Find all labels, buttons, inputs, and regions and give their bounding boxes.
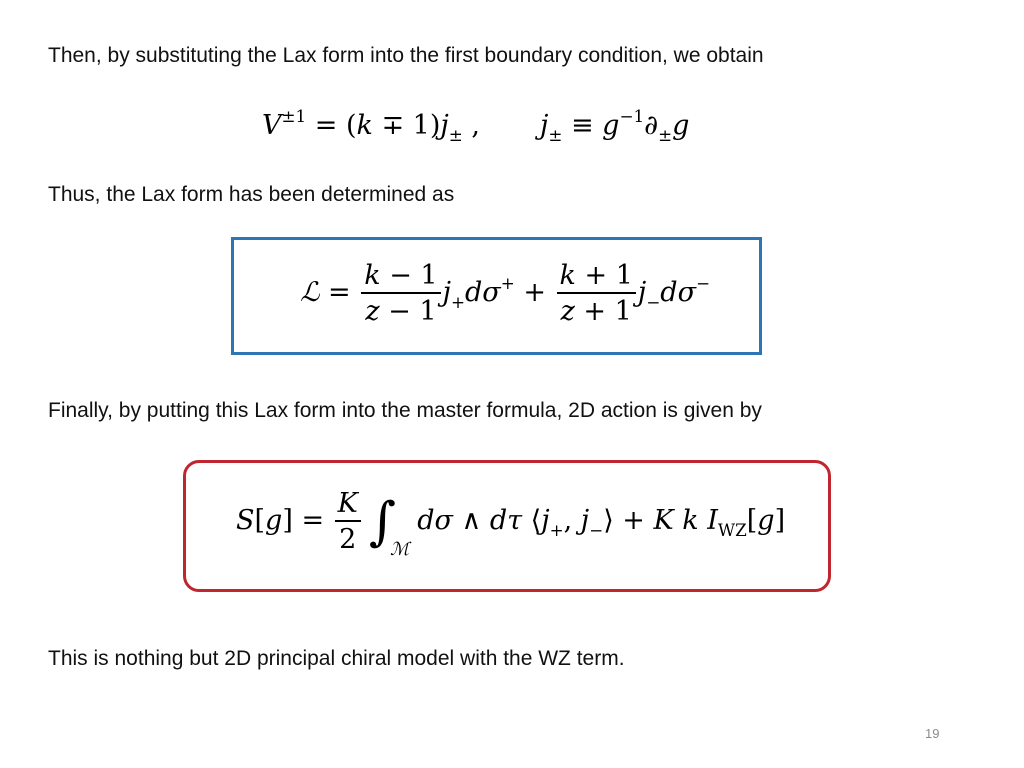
action-equation: S[g] = $\frac{K}{2}$ ∫ℳdσ ∧ dτ $⟨j_+$, $j_-⟩ + K$ k $I_{WZ}[g]$ [236, 488, 786, 560]
page-number: 19 [925, 726, 940, 741]
conclusion-text: This is nothing but 2D principal chiral model with the WZ term. [48, 647, 625, 670]
integral-symbol: ∫ [368, 491, 396, 552]
master-formula-text: Finally, by putting this Lax form into the master formula, 2D action is given by [48, 399, 762, 422]
lax-form-equation: ℒ = $\frac{k - 1}{z - 1}$ $j_+d\sigma^+$ + $\frac{k + 1}{z + 1}$ $j_-d\sigma^-$ [300, 260, 711, 327]
substitution-equation: $V^{\pm 1} = (k \mp 1)j_\pm$ , $j_\pm \equiv g^{-1}\partial_\pm g$ [262, 106, 690, 146]
intro-text: Then, by substituting the Lax form into the first boundary condition, we obtain [48, 44, 764, 67]
determined-text: Thus, the Lax form has been determined as [48, 183, 455, 206]
